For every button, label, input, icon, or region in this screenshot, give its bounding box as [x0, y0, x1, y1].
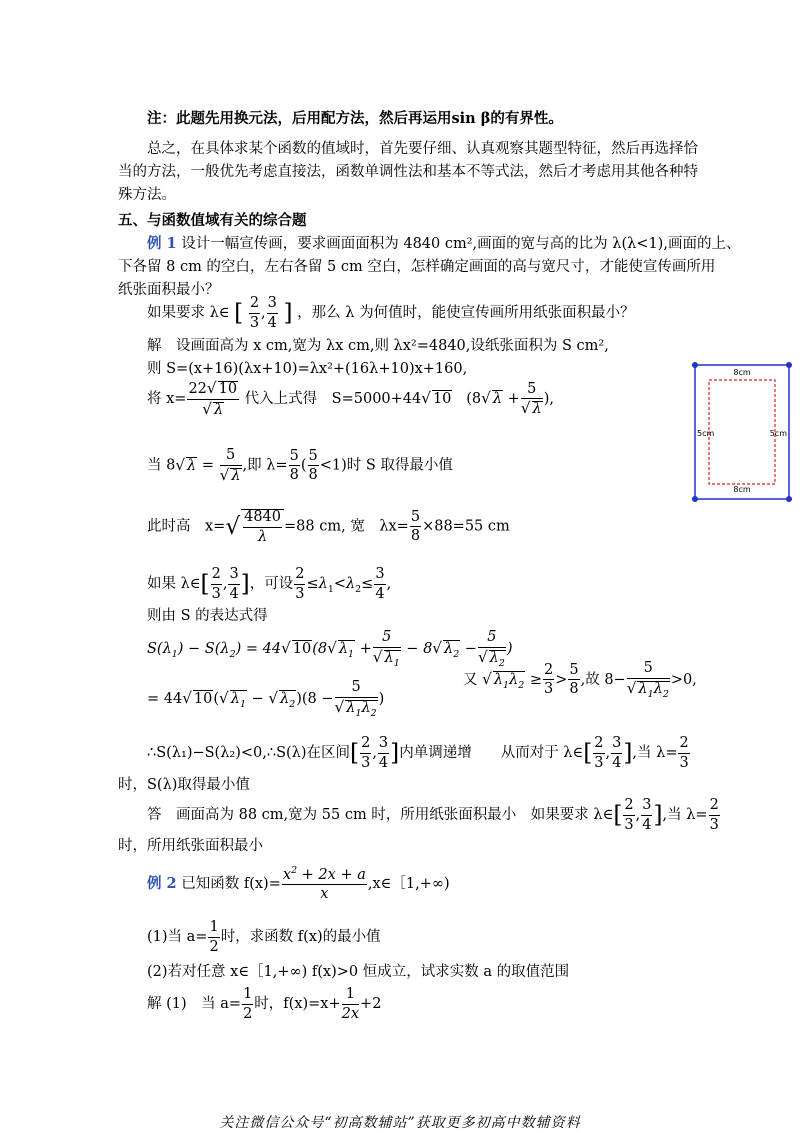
example-2-question-1: (1)当 a= $\frac{1}{2}$ 时，求函数 f(x)的最小值 [147, 919, 381, 955]
solution-2-line: 解 (1) 当 a= $\frac{1}{2}$ 时，f(x)=x+ $\frac{1}{2x}$ +2 [147, 986, 382, 1022]
note-line: 注：此题先用换元法，后用配方法，然后再运用sin β的有界性。 [147, 110, 563, 127]
monotonic-line-2: 时，S(λ)取得最小值 [118, 777, 250, 793]
height-suffix: ×88=55 cm [422, 518, 510, 535]
left-margin-label: 5cm [697, 429, 715, 438]
example-1-question: 如果要求 λ∈ [ $\frac{2}{3}$ , $\frac{3}{4}$ ] ，那么 λ 为何值时，能使宣传画所用纸张面积最小？ [147, 295, 635, 331]
substitution-mid: 代入上式得 S=5000+44 [244, 391, 422, 407]
corner-dot [786, 362, 792, 368]
answer-prefix: 答 画面高为 88 cm,宽为 55 cm 时，所用纸张面积最小 如果要求 λ∈ [147, 807, 614, 823]
footer-note: 关注微信公众号“初高数辅站”获取更多初高中数辅资料 [219, 1115, 581, 1131]
monotonic-prefix: ∴S(λ₁)−S(λ₂)<0,∴S(λ)在区间 [147, 745, 351, 761]
also-condition: 又 √ $\lambda_1\lambda_2$ ≥ $\frac{2}{3}$ > $\frac{5}{8}$ ,故 8− $\frac{5}{√ \lambda_1\lambda_2}$ >0, [463, 660, 697, 700]
right-margin-label: 5cm [769, 429, 787, 438]
assumption-mid: ，可设 [249, 576, 294, 592]
height-prefix: 此时高 x= [147, 518, 226, 535]
difference-line-2: = 44√ 10(√ $\lambda_1$ − √ $\lambda_2)(8$ − $\frac{5}{√ \lambda_1\lambda_2}$ ) [147, 679, 385, 719]
solution-2-suffix: +2 [360, 996, 382, 1012]
answer-line-2: 时，所用纸张面积最小 [118, 838, 263, 854]
minimum-prefix: 当 8 [147, 457, 176, 474]
interval-assumption-line: 如果 λ∈[ $\frac{2}{3}$ , $\frac{3}{4}$ ]，可设 $\frac{2}{3}$ $\le\lambda_1<\lambda_2\le$ $\frac{3}{4}$ , [147, 566, 392, 602]
corner-dot [692, 496, 698, 502]
example-2-text: 已知函数 f(x)= [181, 875, 281, 892]
example-2-question-2: (2)若对任意 x∈［1,+∞) f(x)>0 恒成立，试求实数 a 的取值范围 [147, 964, 570, 980]
height-mid: =88 cm, 宽 λx= [284, 518, 409, 535]
difference-line-1: $S(\lambda_1) - S(\lambda_2) = 44√$ 10(8√ $\lambda_1$ + $\frac{5}{√ \lambda_1}$ − 8√ $\lambda_2$ − $\frac{5}{√ \lambda_2}$ ) [147, 629, 513, 669]
question-1-prefix: (1)当 a= [147, 929, 208, 945]
minimum-suffix: <1)时 S 取得最小值 [319, 457, 453, 474]
poster-diagram [688, 358, 796, 506]
bottom-margin-label: 8cm [733, 485, 751, 494]
example-2-line: 例 2 已知函数 f(x)= $\frac{x^2 + 2x + a}{x}$ ,x∈［1,+∞) [147, 865, 450, 903]
also-label: 又 [463, 671, 478, 688]
example-2-domain: ,x∈［1,+∞) [367, 875, 450, 892]
solution-1-line-1: 解 设画面高为 x cm,宽为 λx cm,则 λx²=4840,设纸张面积为 S cm², [147, 338, 609, 354]
answer-end: ,当 λ= [662, 807, 708, 823]
example-1-line-1 [147, 232, 740, 253]
top-margin-label: 8cm [733, 368, 751, 377]
example-1-line-3: 纸张面积最小？ [118, 282, 220, 298]
minimum-line: 当 8√ λ = $\frac{5}{√ \lambda}$ ,即 λ= $\frac{5}{8}$ ( $\frac{5}{8}$ <1)时 S 取得最小值 [147, 447, 453, 484]
monotonic-line: ∴S(λ₁)−S(λ₂)<0,∴S(λ)在区间[ $\frac{2}{3}$ , $\frac{3}{4}$ ]内单调递增 从而对于 λ∈[ $\frac{2}{3}$ , $\frac{3}{4}$ ],当 λ= $\frac{2}{3}$ [147, 735, 689, 771]
corner-dot [786, 496, 792, 502]
question-1-suffix: 时，求函数 f(x)的最小值 [220, 929, 381, 945]
height-width-line: 此时高 x=√ $\frac{4840}{\lambda}$ =88 cm, 宽 λx= $\frac{5}{8}$ ×88=55 cm [147, 508, 510, 545]
since-label: ,故 8− [580, 671, 626, 688]
inner-dashed-rectangle [709, 380, 775, 484]
solution-2-prefix: 解 (1) 当 a= [147, 996, 242, 1012]
substitution-line: 将 x= $\frac{22√ 10}{√ \lambda}$ 代入上式得 S=5000+44√ 10 (8√ λ + $\frac{5}{√ \lambda}$ ), [147, 379, 554, 418]
solution-1-line-2: 则 S=(x+16)(λx+10)=λx²+(16λ+10)x+160, [147, 361, 468, 377]
question-prefix: 如果要求 λ∈ [147, 305, 230, 321]
corner-dot [692, 362, 698, 368]
assumption-prefix: 如果 λ∈ [147, 576, 201, 592]
summary-line-2: 当的方法，一般优先考虑直接法，函数单调性法和基本不等式法，然后才考虑用其他各种特 [118, 164, 698, 180]
example-1-line-2: 下各留 8 cm 的空白，左右各留 5 cm 空白，怎样确定画面的高与宽尺寸，才能使宣传画所用 [118, 259, 716, 275]
example-2-label: 例 2 [147, 874, 177, 892]
example-1-label: 例 1 [147, 235, 177, 252]
example-1-text: 设计一幅宣传画，要求画面面积为 4840 cm²,画面的宽与高的比为 λ(λ<1),画面的上、 [181, 236, 741, 252]
fraction-3-4: $\frac{3}{4}$ [267, 295, 277, 331]
answer-line: 答 画面高为 88 cm,宽为 55 cm 时，所用纸张面积最小 如果要求 λ∈[ $\frac{2}{3}$ , $\frac{3}{4}$ ],当 λ= $\frac{2}{3}$ [147, 797, 719, 833]
substitution-prefix: 将 x= [147, 391, 187, 407]
monotonic-end: ,当 λ= [632, 745, 678, 761]
minimum-mid: ,即 λ= [242, 457, 288, 474]
section-title: 五、与函数值域有关的综合题 [118, 212, 307, 229]
summary-line-1: 总之，在具体求某个函数的值域时，首先要仔细、认真观察其题型特征，然后再选择恰 [147, 141, 698, 157]
expression-intro: 则由 S 的表达式得 [147, 608, 268, 624]
solution-2-mid: 时，f(x)=x+ [254, 996, 341, 1012]
question-suffix: ，那么 λ 为何值时，能使宣传画所用纸张面积最小？ [297, 305, 635, 321]
monotonic-mid: 内单调递增 从而对于 λ∈ [399, 745, 584, 761]
fraction-2-3: $\frac{2}{3}$ [249, 295, 260, 331]
summary-line-3: 殊方法。 [118, 187, 176, 203]
